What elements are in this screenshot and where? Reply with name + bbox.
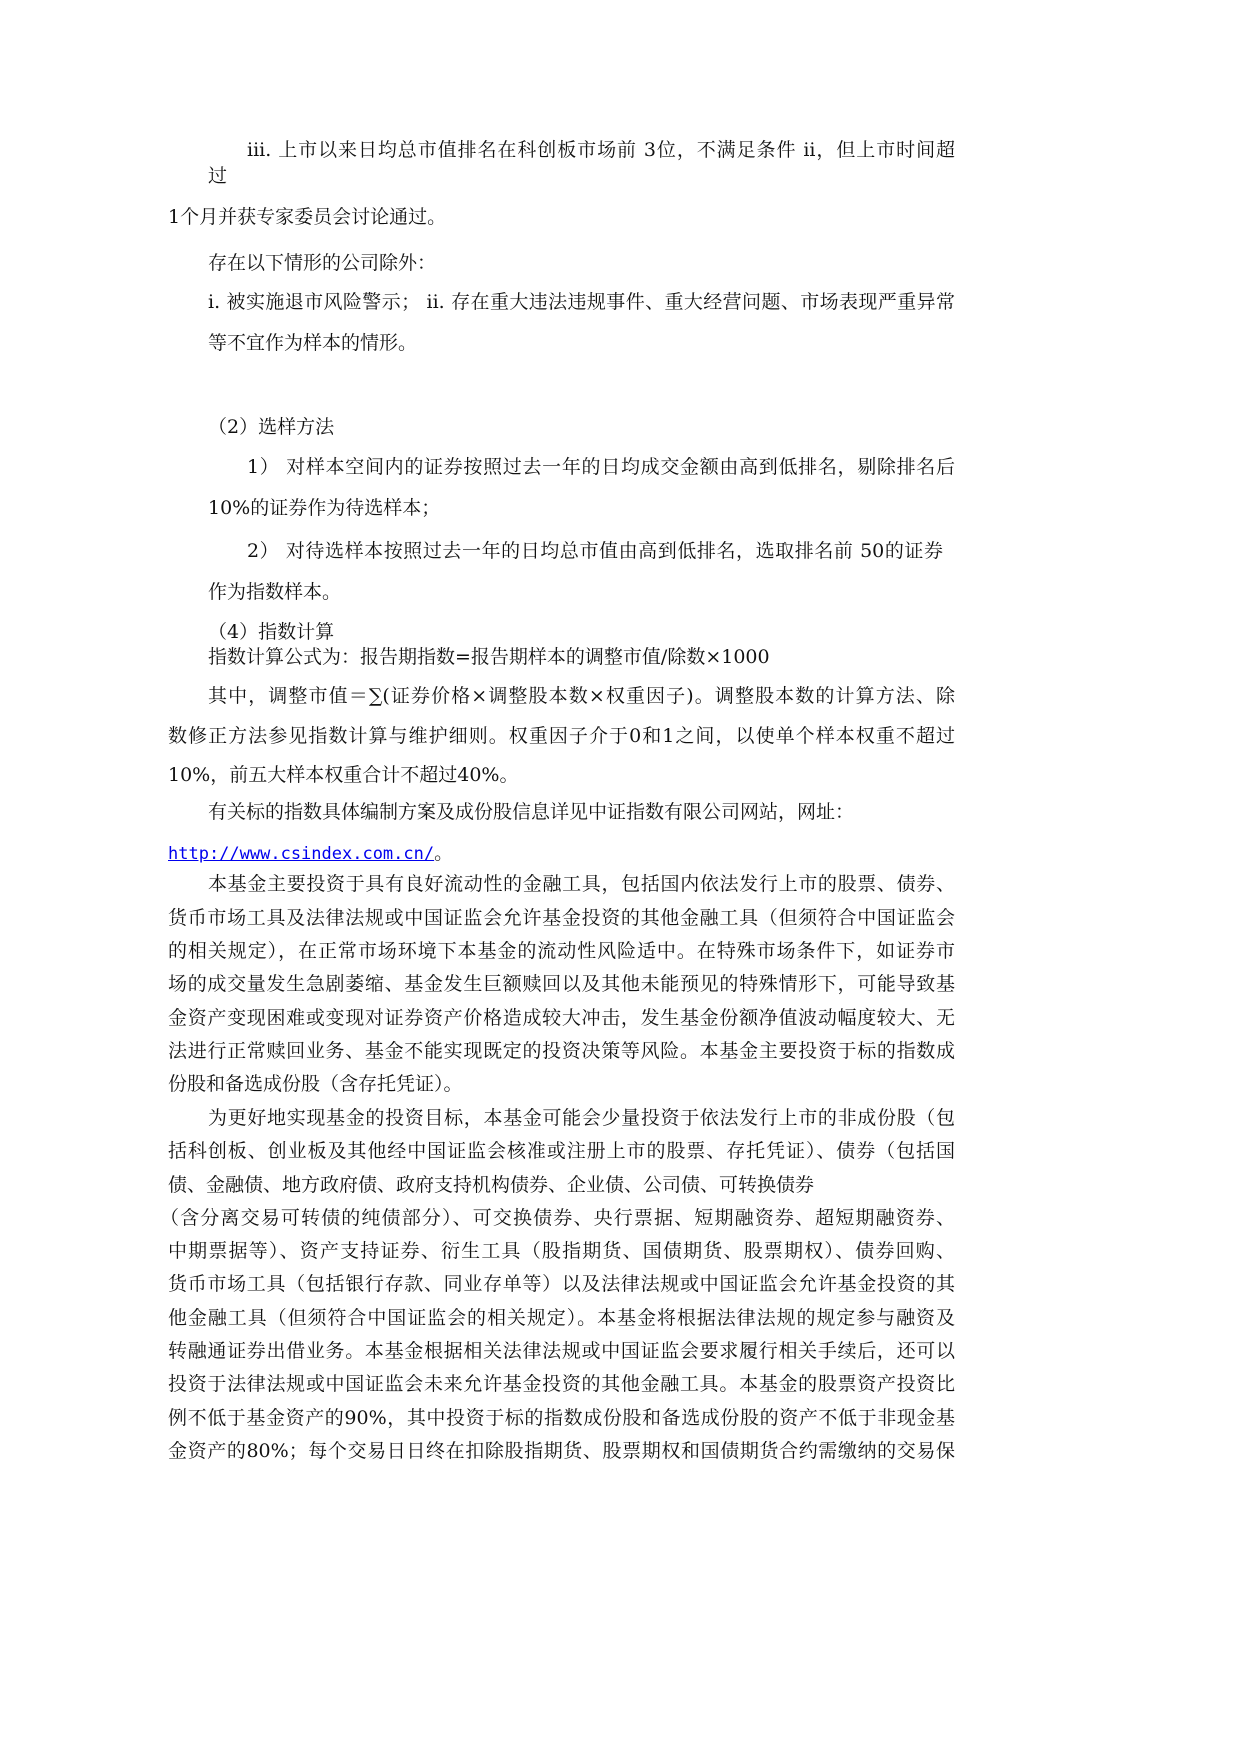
paragraph-line: 有关标的指数具体编制方案及成份股信息详见中证指数有限公司网站，网址： xyxy=(208,801,855,823)
paragraph-line: 转融通证券出借业务。本基金根据相关法律法规或中国证监会要求履行相关手续后，还可以 xyxy=(168,1340,955,1362)
paragraph-line: 括科创板、创业板及其他经中国证监会核准或注册上市的股票、存托凭证）、债券（包括国 xyxy=(168,1140,955,1162)
paragraph-line: 10%的证券作为待选样本； xyxy=(208,497,441,519)
paragraph-line: 过 xyxy=(208,165,228,187)
paragraph-line: 货币市场工具（包括银行存款、同业存单等）以及法律法规或中国证监会允许基金投资的其 xyxy=(168,1273,955,1295)
paragraph-line: 作为指数样本。 xyxy=(208,581,342,603)
paragraph-line: 10%，前五大样本权重合计不超过40%。 xyxy=(168,764,519,786)
paragraph-line: 金资产的80%；每个交易日日终在扣除股指期货、股票期权和国债期货合约需缴纳的交易保 xyxy=(168,1440,955,1462)
paragraph-line: 例不低于基金资产的90%，其中投资于标的指数成份股和备选成份股的资产不低于非现金基 xyxy=(168,1407,955,1429)
formula-line: 指数计算公式为：报告期指数=报告期样本的调整市值/除数×1000 xyxy=(208,646,770,668)
paragraph-line: 1个月并获专家委员会讨论通过。 xyxy=(168,206,447,228)
paragraph-line: 的相关规定），在正常市场环境下本基金的流动性风险适中。在特殊市场条件下，如证券市 xyxy=(168,940,955,962)
paragraph-line: 他金融工具（但须符合中国证监会的相关规定）。本基金将根据法律法规的规定参与融资及 xyxy=(168,1307,955,1329)
paragraph-line: 存在以下情形的公司除外： xyxy=(208,252,437,274)
csindex-link[interactable]: http://www.csindex.com.cn/ xyxy=(168,844,435,864)
paragraph-line: 份股和备选成份股（含存托凭证）。 xyxy=(168,1073,463,1095)
paragraph-line: 等不宜作为样本的情形。 xyxy=(208,332,418,354)
paragraph-line: 金资产变现困难或变现对证券资产价格造成较大冲击，发生基金份额净值波动幅度较大、无 xyxy=(168,1007,955,1029)
url-period: 。 xyxy=(434,842,454,864)
paragraph-line: 货币市场工具及法律法规或中国证监会允许基金投资的其他金融工具（但须符合中国证监会 xyxy=(168,907,955,929)
paragraph-line: 其中，调整市值＝∑(证券价格×调整股本数×权重因子)。调整股本数的计算方法、除 xyxy=(208,685,955,707)
url-line xyxy=(168,841,453,866)
paragraph-line: 为更好地实现基金的投资目标，本基金可能会少量投资于依法发行上市的非成份股（包 xyxy=(208,1107,955,1129)
paragraph-line: （含分离交易可转债的纯债部分）、可交换债券、央行票据、短期融资券、超短期融资券、 xyxy=(160,1207,955,1229)
paragraph-line: iii. 上市以来日均总市值排名在科创板市场前 3位，不满足条件 ii，但上市时间超 xyxy=(247,139,955,161)
paragraph-line: 数修正方法参见指数计算与维护细则。权重因子介于0和1之间，以使单个样本权重不超过 xyxy=(168,725,955,747)
paragraph-line: i. 被实施退市风险警示； ii. 存在重大违法违规事件、重大经营问题、市场表现严重异常 xyxy=(208,291,955,313)
section-heading: （2）选样方法 xyxy=(208,416,335,438)
paragraph-line: 法进行正常赎回业务、基金不能实现既定的投资决策等风险。本基金主要投资于标的指数成 xyxy=(168,1040,955,1062)
paragraph-line: 中期票据等）、资产支持证券、衍生工具（股指期货、国债期货、股票期权）、债券回购、 xyxy=(168,1240,955,1262)
section-heading: （4）指数计算 xyxy=(208,621,335,643)
paragraph-line: 2） 对待选样本按照过去一年的日均总市值由高到低排名，选取排名前 50的证券 xyxy=(247,540,943,562)
paragraph-line: 投资于法律法规或中国证监会未来允许基金投资的其他金融工具。本基金的股票资产投资比 xyxy=(168,1373,955,1395)
paragraph-line: 债、金融债、地方政府债、政府支持机构债券、企业债、公司债、可转换债券 xyxy=(168,1174,815,1196)
paragraph-line: 本基金主要投资于具有良好流动性的金融工具，包括国内依法发行上市的股票、债券、 xyxy=(208,873,955,895)
paragraph-line: 1） 对样本空间内的证券按照过去一年的日均成交金额由高到低排名，剔除排名后 xyxy=(247,456,955,478)
paragraph-line: 场的成交量发生急剧萎缩、基金发生巨额赎回以及其他未能预见的特殊情形下，可能导致基 xyxy=(168,973,955,995)
